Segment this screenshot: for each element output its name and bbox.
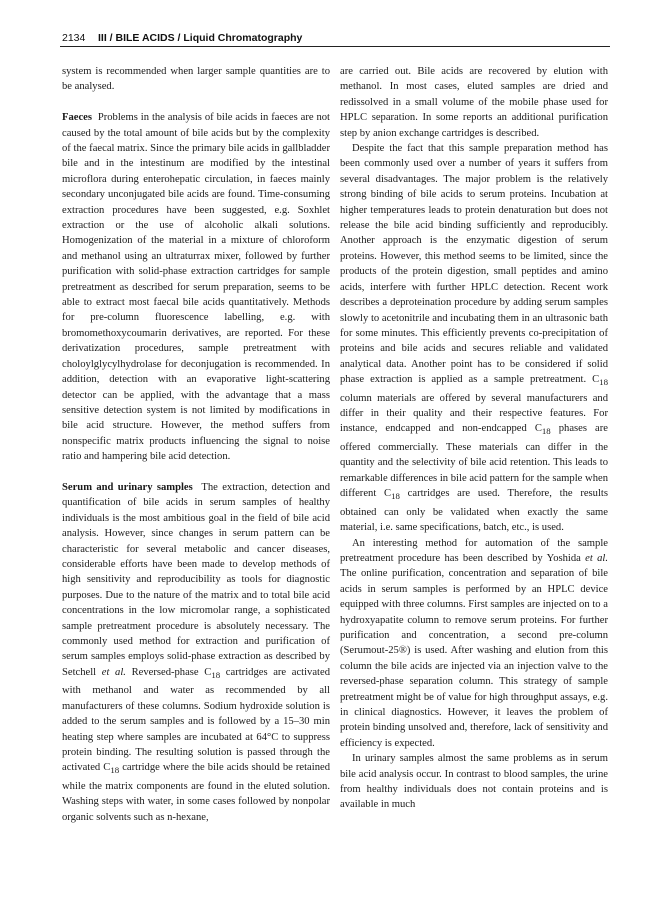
subscript: 18 [599, 377, 608, 388]
italic-text: et al. [101, 666, 126, 678]
running-title: III / BILE ACIDS / Liquid Chromatography [98, 32, 303, 44]
section-heading-faeces: Faeces [62, 112, 92, 124]
paragraph-text: Despite the fact that this sample preparation method has been commonly used over a number of years it suffers from several disadvantages. The major problem is the relatively strong binding of bile acids to serum proteins. Incubation at higher temperatures leads to protein denaturation but does not release the bile acid binding sufficiently and reproducibly. Another approach is the enzymatic digestion of serum proteins. However, this method seems to be limited, since the products of the protein digestion, small peptides and amino acids, interfere with further HPLC detection. Recent work describes a deproteination procedure by adding serum samples slowly to acetonitrile and incubating them in an ultrasonic bath for some minutes. This efficiently prevents co-precipitation of proteins and bile acids and secures reliable and validated analytical data. Another point has to be considered if solid phase extraction is applied as a sample pretreatment. C [340, 143, 608, 386]
paragraph-text: phases are offered commercially. These materials can differ in the quantity and the selectivity of bile acid retention. This leads to remarkable differences in bile acid pattern for the sample when different C [340, 423, 608, 500]
paragraph-text: The online purification, concentration and separation of bile acids in serum samples is performed by an HPLC device equipped with three columns. First samples are injected on to a hydroxyapatite column to remove serum proteins. For further purification and concentration, a second pre-column (Serumout-25®) is used. After washing and elution from this column the bile acids are injected via an injection valve to the reversed-phase separation column. This strategy of sample pretreatment might be of value for high throughput assays, e.g. in clinical diagnostics. However, it leaves the problem of protein binding unsolved and, therefore, lack of sensitivity and efficiency is expected. [340, 568, 608, 749]
subscript: 18 [541, 426, 551, 437]
paragraph-text: In urinary samples almost the same problems as in serum bile acid analysis occur. In contrast to blood samples, the urine from healthy individuals does not contain proteins and is available in much [340, 753, 608, 811]
paragraph-text: are carried out. Bile acids are recovered by elution with methanol. In most cases, eluted samples are dried and redissolved in a small volume of the mobile phase used for HPLC separation. In some reports an additional purification step by anion exchange cartridges is described. [340, 66, 608, 139]
paragraph-elution [340, 64, 608, 141]
paragraph-text: The extraction, detection and quantification of bile acids in serum samples of healthy individuals is the most ambitious goal in the field of bile acid analysis. However, since changes in serum pattern can be characteristic for several metabolic and cancer diseases, considerable efforts have been made to develop methods of high sensitivity and reproducibility as tools for diagnostic purposes. Due to the nature of the matrix and to total bile acid concentrations in the low micromolar range, a sophisticated sample pretreatment procedure is absolutely necessary. The commonly used method for extraction and purification of serum samples employs solid-phase extraction as described by Setchell [62, 481, 331, 678]
paragraph-continuation [62, 64, 330, 95]
subscript: 18 [391, 491, 400, 502]
paragraph-automation [340, 536, 608, 752]
italic-text: et al. [585, 552, 608, 564]
paragraph-text: Reversed-phase C [125, 666, 212, 678]
paragraph-urinary [340, 751, 608, 813]
header-rule [60, 46, 610, 47]
subscript: 18 [211, 669, 221, 680]
right-column [340, 64, 608, 813]
subscript: 18 [110, 765, 120, 776]
paragraph-disadvantages [340, 141, 608, 535]
paragraph-text: An interesting method for automation of the sample pretreatment procedure has been described by Yoshida [340, 537, 608, 564]
paragraph-text: column materials are offered by several manufacturers and differ in their quality and their respective features. For instance, endcapped and non-endcapped C [340, 392, 608, 435]
paragraph-text: cartridge where the bile acids should be retained while the matrix components are found in the eluted solution. Washing steps with water, in some cases followed by nonpolar organic solvents such as n-hexane, [62, 762, 330, 823]
left-column [62, 64, 330, 825]
paragraph-text: system is recommended when larger sample quantities are to be analysed. [62, 66, 330, 93]
section-heading-serum: Serum and urinary samples [62, 481, 193, 493]
paragraph-faeces [62, 110, 330, 464]
paragraph-text: cartridges are used. Therefore, the results obtained can only be validated when exactly the same material, i.e. same specifications, batch, etc., is used. [340, 488, 608, 534]
paragraph-text: Problems in the analysis of bile acids in faeces are not caused by the total amount of bile acids but by the complexity of the faecal matrix. Since the primary bile acids in gallbladder bile and in the intestinum are modified by the intestinal microflora during enterohepatic circulation, in faeces mainly secondary unconjugated bile acids are found. Time-consuming extraction procedures have been suggested, e.g. Soxhlet extraction or the use of alcoholic alkali solutions. Homogenization of the material in a mixture of chloroform and methanol using an ultraturrax mixer, followed by further purification with solid-phase extraction cartridges for sample pretreatment as described for serum preparation, seems to be able to extract most faecal bile acids quantitatively. Methods for pre-column fluorescence labelling, e.g. with bromomethoxycoumarin derivatives, are reported. For these derivatization procedures, sample pretreatment with choloylglycylhydrolase for deconjugation is recommended. In addition, detection with an evaporative light-scattering detector can be applied, with the advantage that a mass sensitive detection system is not limited by modifications in bile acid structure. However, the method suffers from nonspecific matrix products influencing the signal to noise ratio and hampering bile acid detection. [62, 112, 331, 463]
paragraph-text: cartridges are activated with methanol and water as recommended by all manufacturers of these columns. Sodium hydroxide solution is added to the serum samples and is followed by a 15–30 min heating step where samples are incubated at 64°C to suppress protein binding. The resulting solution is passed through the activated C [62, 666, 330, 774]
paragraph-serum [62, 480, 330, 825]
page-number: 2134 [62, 32, 86, 44]
